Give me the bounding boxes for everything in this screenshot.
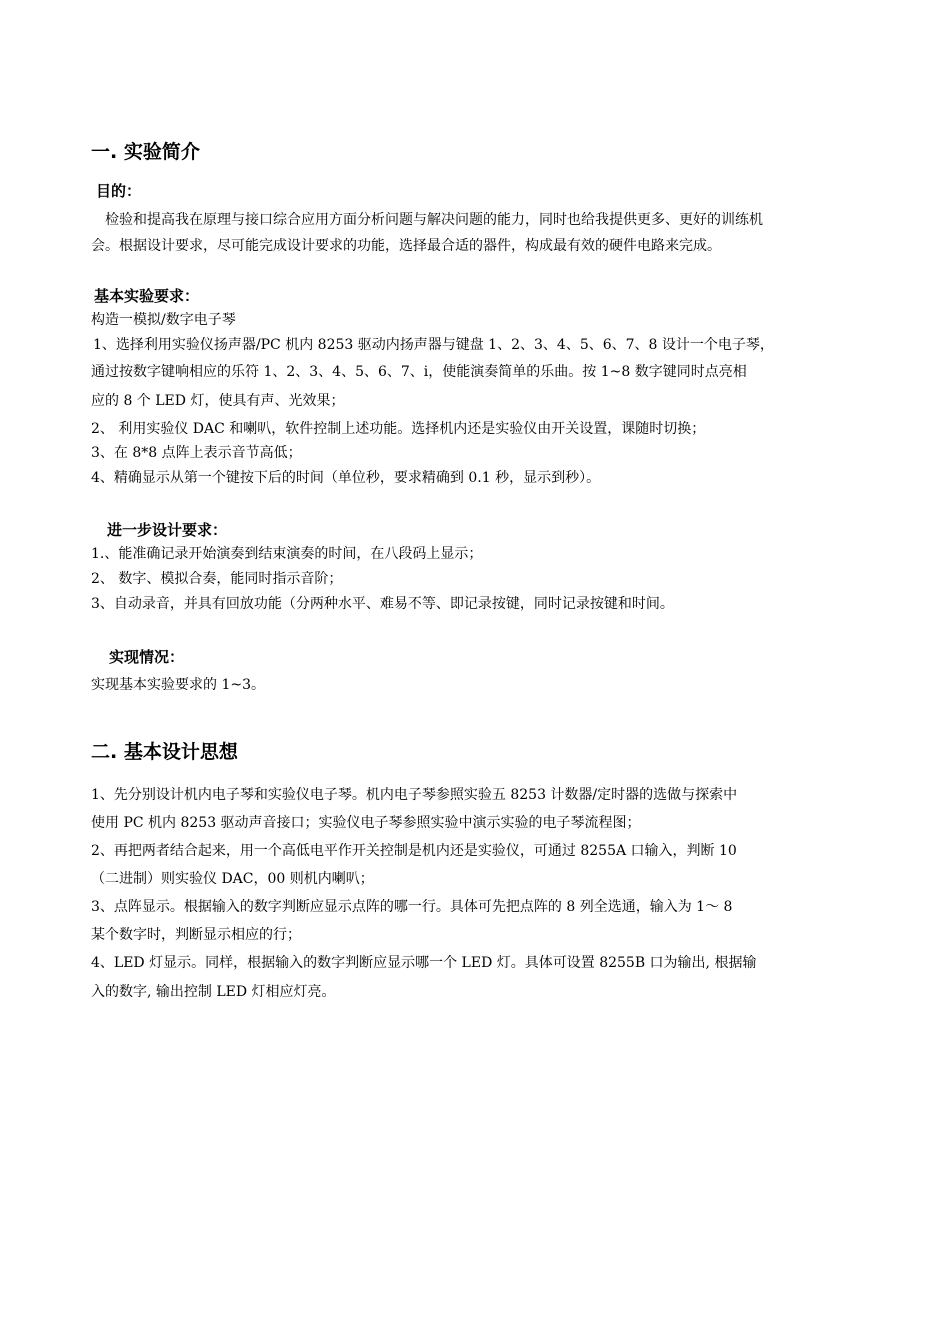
basic-requirements-heading: 基本实验要求：	[94, 287, 200, 305]
design-line: 2、再把两者结合起来，用一个高低电平作开关控制是机内还是实验仪，可通过 8255A 口输入，判断 10	[91, 843, 737, 859]
section-1-title: 一. 实验简介	[91, 141, 200, 163]
basic-requirement-line: 3、在 8*8 点阵上表示音节高低；	[91, 445, 302, 461]
design-line: （二进制）则实验仪 DAC，00 则机内喇叭；	[91, 871, 374, 887]
basic-requirement-line: 通过按数字键响相应的乐符 1、2、3、4、5、6、7、i，使能演奏简单的乐曲。按 1~8 数字键同时点亮相	[91, 364, 747, 380]
status-heading: 实现情况：	[109, 648, 185, 666]
design-line: 4、LED 灯显示。同样，根据输入的数字判断应显示哪一个 LED 灯。具体可设置 8255B 口为输出, 根据输	[91, 955, 757, 971]
design-line: 3、点阵显示。根据输入的数字判断应显示点阵的哪一行。具体可先把点阵的 8 列全选通，输入为 1～ 8	[91, 899, 733, 915]
design-line: 使用 PC 机内 8253 驱动声音接口；实验仪电子琴参照实验中演示实验的电子琴流程图；	[91, 815, 641, 831]
further-requirement-line: 2、 数字、模拟合奏，能同时指示音阶；	[91, 571, 343, 587]
purpose-line: 检验和提高我在原理与接口综合应用方面分析问题与解决问题的能力，同时也给我提供更多、更好的训练机	[105, 212, 763, 228]
basic-requirement-line: 应的 8 个 LED 灯，使具有声、光效果；	[91, 393, 345, 409]
purpose-heading: 目的：	[96, 182, 142, 200]
further-requirements-heading: 进一步设计要求：	[107, 521, 228, 539]
section-2-title: 二. 基本设计思想	[91, 741, 238, 763]
design-line: 入的数字, 输出控制 LED 灯相应灯亮。	[91, 984, 336, 1000]
basic-requirement-line: 1、选择利用实验仪扬声器/PC 机内 8253 驱动内扬声器与键盘 1、2、3、4、5、6、7、8 设计一个电子琴，	[93, 337, 774, 353]
design-line: 1、先分别设计机内电子琴和实验仪电子琴。机内电子琴参照实验五 8253 计数器/定时器的选做与探索中	[91, 787, 738, 803]
status-line: 实现基本实验要求的 1~3。	[91, 677, 265, 693]
basic-requirement-line: 构造一模拟/数字电子琴	[91, 312, 236, 328]
basic-requirement-line: 4、精确显示从第一个键按下后的时间（单位秒，要求精确到 0.1 秒，显示到秒）。	[91, 470, 601, 486]
further-requirement-line: 1.、能准确记录开始演奏到结束演奏的时间，在八段码上显示；	[91, 546, 483, 562]
further-requirement-line: 3、自动录音，并具有回放功能（分两种水平、难易不等、即记录按键，同时记录按键和时间。	[91, 596, 674, 612]
purpose-line: 会。根据设计要求，尽可能完成设计要求的功能，选择最合适的器件，构成最有效的硬件电路来完成。	[91, 238, 721, 254]
basic-requirement-line: 2、 利用实验仪 DAC 和喇叭，软件控制上述功能。选择机内还是实验仪由开关设置，课随时切换；	[91, 421, 706, 437]
design-line: 某个数字时，判断显示相应的行；	[91, 927, 301, 943]
